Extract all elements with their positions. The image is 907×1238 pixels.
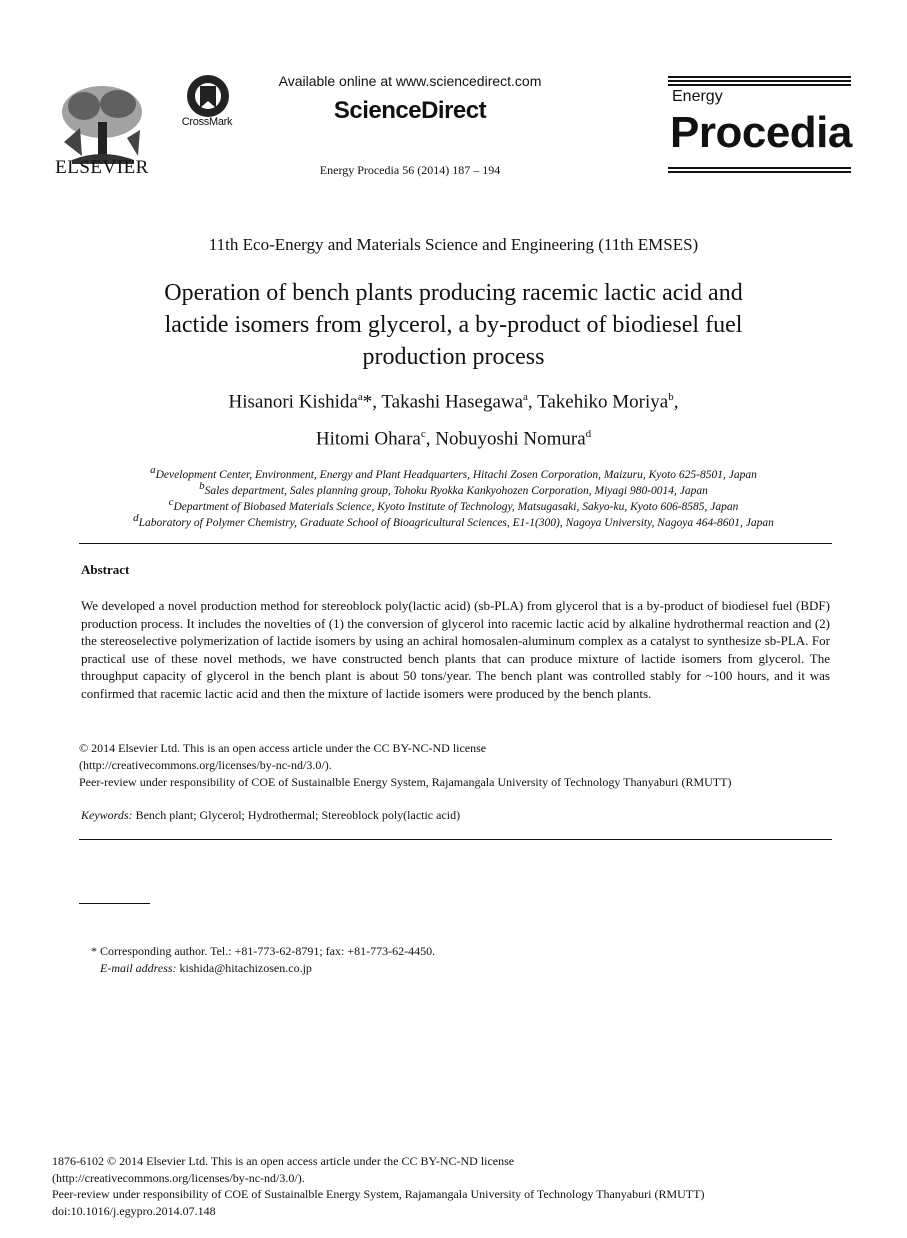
footnote	[91, 943, 435, 977]
license-link[interactable]: (http://creativecommons.org/licenses/by-nc-nd/3.0/).	[52, 1170, 305, 1185]
author-name: Nobuyoshi Nomura	[435, 428, 586, 450]
abstract-heading: Abstract	[81, 562, 130, 577]
author-affil-sup: c	[420, 428, 426, 440]
affiliation: $^c$Department of Biobased Materials Science, Kyoto Institute of Technology, Matsugasaki, Sakyo-ku, Kyoto 606-8585, Japan	[168, 496, 739, 513]
title-line: lactide isomers from glycerol, a by-product of biodiesel fuel	[164, 312, 743, 338]
divider	[79, 839, 832, 840]
keywords	[81, 808, 460, 823]
available-online-text[interactable]: Available online at www.sciencedirect.com	[278, 73, 542, 89]
affiliation: $^d$Laboratory of Polymer Chemistry, Graduate School of Bioagricultural Sciences, E1-1(300), Nagoya University, Nagoya 464-8601, Japan	[133, 512, 774, 529]
corresponding-author: * Corresponding author. Tel.: +81-773-62-8791; fax: +81-773-62-4450.	[91, 944, 436, 958]
elsevier-wordmark: ELSEVIER	[55, 157, 149, 178]
conference-name: 11th Eco-Energy and Materials Science and Engineering (11th EMSES)	[208, 235, 699, 254]
abstract-body: We developed a novel production method for stereoblock poly(lactic acid) (sb-PLA) from glycerol that is a by-product of biodiesel fuel (BDF) production process. It includes the novelties of (1) the conversion of glycerol into racemic lactic acid by alkaline hydrothermal reaction and (2) the stereoselective polymerization of lactide isomers by using an achiral homosalen-aluminum complex as a catalyst to synthesize sb-PLA. For practical use of these novel methods, we have constructed bench plants that can produce mixture of lactide isomers from glycerol. The throughput capacity of glycerol in the bench plant is about 50 tons/year. The bench plant was controlled stably for ~100 hours, and it was confirmed that racemic lactic acid and then the mixture of lactide isomers were produced by the bench plants.	[81, 598, 830, 701]
sciencedirect-wordmark: ScienceDirect	[333, 97, 487, 124]
author-list-line-2: Hitomi Ohara$^c$, Nobuyoshi Nomura$^d$	[315, 428, 592, 450]
affiliation: $^b$Sales department, Sales planning group, Tohoku Ryokka Kankyohozen Corporation, Miyagi 980-0014, Japan	[199, 480, 708, 497]
author-list-line-1: Hisanori Kishida$^a$*, Takashi Hasegawa$^a$, Takehiko Moriya$^b$,	[228, 391, 679, 413]
crossmark-label: CrossMark	[181, 116, 233, 128]
license-block	[79, 740, 731, 791]
keywords-label: Keywords:	[81, 808, 133, 822]
affiliation: $^a$Development Center, Environment, Energy and Plant Headquarters, Hitachi Zosen Corporation, Maizuru, Kyoto 625-8501, Japan	[150, 464, 757, 481]
keywords-text: Bench plant; Glycerol; Hydrothermal; Stereoblock poly(lactic acid)	[135, 808, 461, 822]
author-name: Takashi Hasegawa	[381, 391, 524, 413]
email-address[interactable]: kishida@hitachizosen.co.jp	[179, 961, 312, 975]
author-name: Hitomi Ohara	[315, 428, 421, 450]
bottom-copyright	[52, 1153, 704, 1219]
procedia-rule-top	[668, 76, 851, 88]
email-line	[91, 960, 435, 977]
peer-review-line: Peer-review under responsibility of COE of Sustainalble Energy System, Rajamangala University of Technology Thanyaburi (RMUTT)	[79, 775, 732, 789]
journal-name-wordmark: Procedia	[670, 108, 852, 157]
license-line: © 2014 Elsevier Ltd. This is an open access article under the CC BY-NC-ND license	[79, 741, 487, 755]
license-link[interactable]: (http://creativecommons.org/licenses/by-nc-nd/3.0/).	[79, 758, 332, 772]
footnote-rule	[79, 903, 150, 904]
divider	[79, 543, 832, 544]
title-line: production process	[362, 344, 545, 370]
author-affil-sup: b	[668, 391, 674, 403]
author-affil-sup: d	[585, 428, 592, 440]
procedia-rule-bottom	[668, 167, 851, 175]
author-name: Hisanori Kishida	[228, 391, 358, 413]
journal-top-word: Energy	[672, 88, 723, 105]
journal-citation: Energy Procedia 56 (2014) 187 – 194	[319, 163, 501, 177]
author-affil-sup: a	[357, 391, 363, 403]
title-line: Operation of bench plants producing racemic lactic acid and	[164, 280, 743, 306]
issn-license-line: 1876-6102 © 2014 Elsevier Ltd. This is an open access article under the CC BY-NC-ND license	[52, 1154, 515, 1168]
author-affil-sup: a	[523, 391, 528, 403]
corresponding-mark: *	[362, 391, 373, 413]
peer-review-line: Peer-review under responsibility of COE of Sustainalble Energy System, Rajamangala University of Technology Thanyaburi (RMUTT)	[52, 1187, 705, 1201]
email-label: E-mail address:	[100, 961, 177, 975]
author-name: Takehiko Moriya	[537, 391, 669, 413]
doi-line[interactable]: doi:10.1016/j.egypro.2014.07.148	[52, 1203, 216, 1218]
paper-title	[100, 277, 807, 373]
